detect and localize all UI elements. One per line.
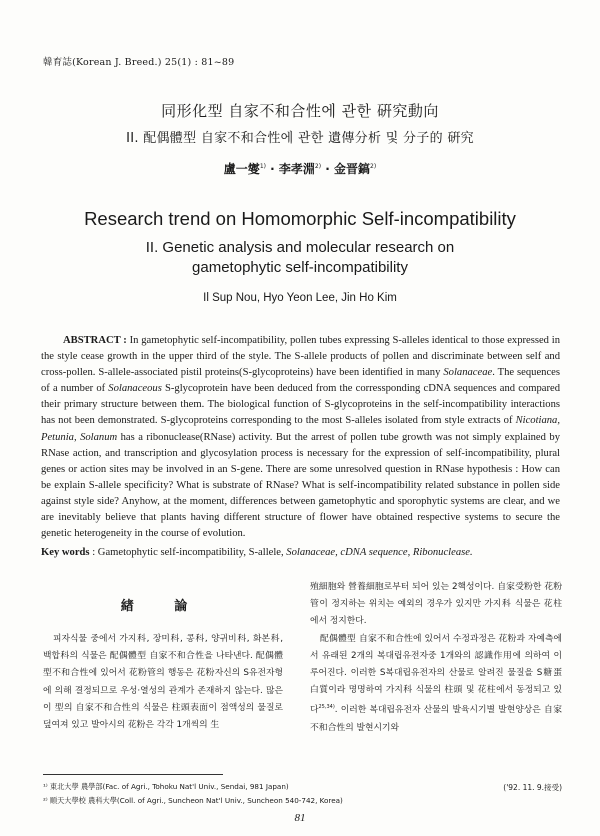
citation-mark: 25,34): [318, 704, 335, 711]
keywords: [41, 545, 560, 561]
body-text: . 이러한 복대립유전자 산물의 발육시기별 발현양상은 自家不和合性의 발현시기와: [310, 705, 562, 733]
author-2-ko: 李孝淵: [278, 162, 315, 176]
author-3-ko: 金晋鎬: [334, 162, 371, 176]
body-text: 配偶體型 自家不和合性에 있어서 수정과정은 花粉과 자예측에서 유래된 2개의 복대립유전자중 1개와의 認識作用에 의하여 이루어진다. 이러한 S복대립유전자의 산물로 알려진 물질을 S糖蛋白質이라 명명하여 가지科 식물의 柱頭 및 花柱에서 동정되고 있다: [310, 633, 562, 716]
english-title-main: Research trend on Homomorphic Self-incompatibility: [84, 208, 516, 229]
korean-title-main: 同形化型 自家不和合性에 관한 硏究動向: [161, 102, 439, 120]
korean-title-sub: II. 配偶體型 自家不和合性에 관한 遺傳分析 및 分子的 硏究: [126, 131, 474, 146]
abstract-text: S-glycoprotein have been deduced from the corressponding cDNA sequences and compared their primary structure between them. The biological function of S-glycoproteins in the self-incompatibility interactions has not been demonstrated. S-glycoproteins corresponding to the most S-alleles isolated from style extracts of: [41, 383, 560, 427]
footnote-affiliation-1: ¹⁾ 東北大學 農學部(Fac. of Agri., Tohoku Nat'l Univ., Sendai, 981 Japan): [43, 782, 289, 791]
body-paragraph: 殖細胞와 營養細胞로부터 되어 있는 2핵성이다. 自家受粉한 花粉管이 정지하는 위치는 예외의 경우가 있지만 가지科 식물은 花柱에서 정지한다.: [310, 582, 562, 627]
body-column-right: [310, 579, 562, 737]
author-1-affiliation-mark: 1): [259, 163, 266, 170]
abstract-text: . The sequences of a number of: [41, 367, 561, 395]
english-authors: Il Sup Nou, Hyo Yeon Lee, Jin Ho Kim: [203, 292, 397, 304]
body-paragraph: 피자식물 중에서 가지科, 장미科, 콩科, 양귀비科, 화본科, 백합科의 식물은 配偶體型 自家不和合性을 나타낸다. 配偶體型不和合性에 있어서 花粉管의 행동은 花粉자신의 S유전자형에 의해 결정되므로 우성·열성의 관계가 존재하지 않는다. 많은 이 型의 自家不和合性의 식물은 柱頭表面이 점액성의 물질로 덮여져 있고 발아시의 花粉은 각각 1개씩의 生: [43, 634, 283, 731]
english-subtitle-line-2: gametophytic self-incompatibility: [192, 259, 408, 276]
abstract-italic-term: Nicotiana, Petunia, Solanum: [41, 415, 560, 443]
page-number: 81: [294, 812, 306, 824]
body-column-left: [43, 579, 283, 734]
abstract-text: has a ribonuclease(RNase) activity. But the arrest of pollen tube growth was not simply explained by RNase action, and transcription and glycosylation process is necessary for the expression of self-incompatibility, plural genes or action sites may be involved in an S-gene. There are some unresolved question in RNase hypothesis : How can be explain S-allele specificity? What is substrate of RNase? What is self-incompatibility related substance in pollen side against style side? Anyhow, at the moment, differences between gametophytic and sporophytic systems are clear, and we are inevitably believe that plants having different structure of flower have obtained respective systems to secure the genetic heterogeneity in the course of evolution.: [41, 431, 560, 540]
abstract-text: In gametophytic self-incompatibility, pollen tubes expressing S-alleles identical to those expressed in the style cease growth in the upper third of the style. The S-allele products of pollen and discriminate between self and cross-pollen. S-allele-associated pistil proteins(S-glycoproteins) have been identified in many: [41, 335, 560, 379]
abstract: [41, 333, 560, 542]
footnote-affiliation-2: ²⁾ 順天大學校 農科大學(Coll. of Agri., Suncheon Nat'l Univ., Suncheon 540-742, Korea): [43, 796, 343, 805]
keywords-italic-text: Solanaceae, cDNA sequence, Ribonuclease.: [286, 547, 473, 558]
abstract-italic-term: Solanaceae: [443, 367, 493, 379]
author-1-ko: 盧一燮: [223, 162, 260, 176]
footnote-divider: [43, 774, 223, 775]
keywords-label: Key words: [41, 547, 90, 558]
body-paragraph: [310, 631, 562, 737]
author-separator: ·: [321, 162, 335, 176]
received-date: ('92. 11. 9.接受): [503, 783, 562, 792]
abstract-label: ABSTRACT :: [63, 335, 127, 346]
korean-authors: [0, 160, 600, 177]
keywords-text: : Gametophytic self-incompatibility, S-allele,: [89, 547, 287, 558]
section-heading-introduction: 緖 論: [120, 599, 206, 614]
author-3-affiliation-mark: 2): [370, 163, 377, 170]
author-separator: ·: [265, 162, 279, 176]
english-title-sub: [0, 238, 600, 278]
author-2-affiliation-mark: 2): [314, 163, 322, 170]
english-subtitle-line-1: II. Genetic analysis and molecular research on: [145, 239, 455, 256]
abstract-italic-term: Solanaceous: [108, 383, 162, 395]
journal-reference: 韓育誌(Korean J. Breed.) 25(1) : 81~89: [43, 57, 235, 68]
